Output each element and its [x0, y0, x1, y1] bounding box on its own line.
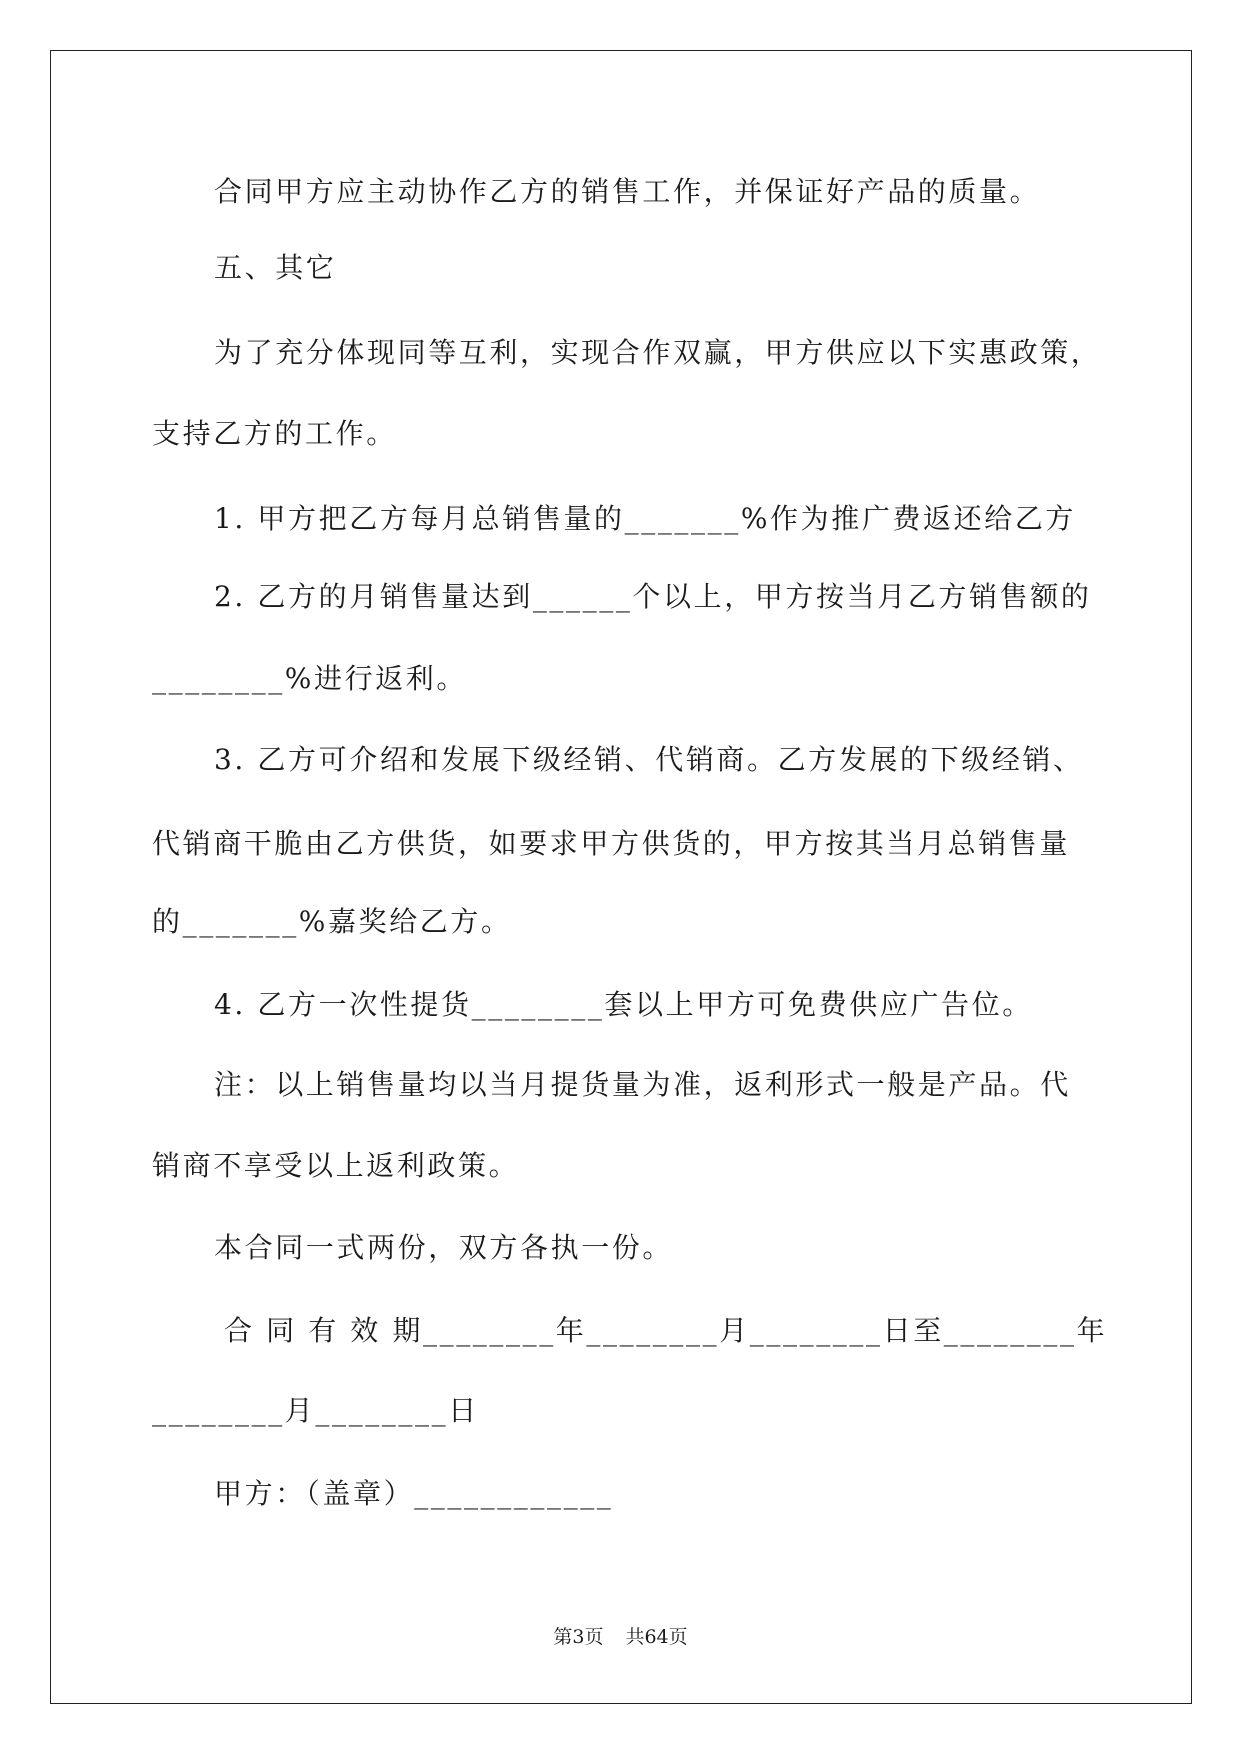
text-line: 1. 甲方把乙方每月总销售量的_______%作为推广费返还给乙方: [214, 502, 1077, 535]
signature-line: 甲方：（盖章）____________: [214, 1477, 614, 1510]
text-line: ________月________日: [152, 1394, 479, 1427]
text-line: 合同甲方应主动协作乙方的销售工作，并保证好产品的质量。: [214, 175, 1041, 208]
section-heading: 五、其它: [214, 251, 337, 284]
text-line: ________%进行返利。: [152, 662, 468, 695]
text-line: 合 同 有 效 期________年________月________日至________年: [224, 1314, 1108, 1347]
text-line: 的_______%嘉奖给乙方。: [152, 905, 512, 938]
page-number: 第3页: [553, 1626, 604, 1648]
text-line: 4. 乙方一次性提货________套以上甲方可免费供应广告位。: [214, 988, 1033, 1021]
page-footer: [0, 1624, 1241, 1650]
text-line: 为了充分体现同等互利，实现合作双赢，甲方供应以下实惠政策，: [214, 336, 1102, 369]
text-line: 注：以上销售量均以当月提货量为准，返利形式一般是产品。代: [214, 1068, 1071, 1101]
text-line: 支持乙方的工作。: [152, 417, 397, 450]
text-line: 本合同一式两份，双方各执一份。: [214, 1231, 674, 1264]
page-border: [50, 50, 1192, 1704]
page-total: 共64页: [625, 1626, 688, 1648]
text-line: 2. 乙方的月销售量达到______个以上，甲方按当月乙方销售额的: [214, 580, 1092, 613]
text-line: 代销商干脆由乙方供货，如要求甲方供货的，甲方按其当月总销售量: [152, 827, 1071, 860]
text-line: 3. 乙方可介绍和发展下级经销、代销商。乙方发展的下级经销、: [214, 743, 1084, 776]
text-line: 销商不享受以上返利政策。: [152, 1149, 520, 1182]
